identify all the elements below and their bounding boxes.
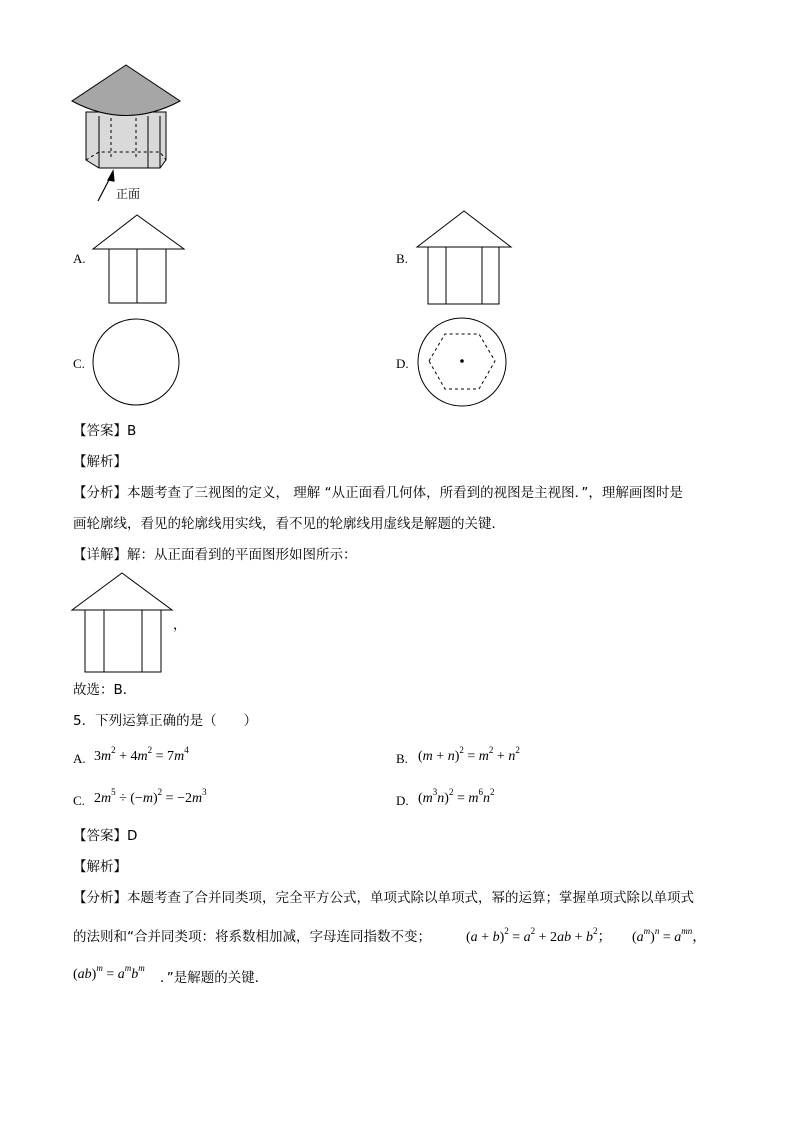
q5-fenxi-line3-end: ．”是解题的关键． xyxy=(160,970,269,986)
q4-detail: 【详解】解：从正面看到的平面图形如图所示： xyxy=(73,547,357,563)
q4-analysis-heading: 【解析】 xyxy=(73,454,127,470)
q5-stem: 5．下列运算正确的是（ ） xyxy=(73,713,258,729)
q5-option-a-label: A. xyxy=(73,751,86,766)
q4-option-d-label: D. xyxy=(396,356,409,371)
q5-answer: 【答案】D xyxy=(73,828,138,844)
q5-fenxi-line1: 【分析】本题考查了合并同类项，完全平方公式，单项式除以单项式，幂的运算；掌握单项式除以单项式 xyxy=(73,890,694,906)
q5-option-d-label: D. xyxy=(396,793,409,808)
q5-option-a-formula: $3m^2 + 4m^2 = 7m^4$ xyxy=(94,745,189,764)
q5-option-c-label: C. xyxy=(73,793,85,808)
q5-fenxi-formula-square: $(a + b)^2 = a^2 + 2ab + b^2$； xyxy=(466,926,612,945)
q4-answer: 【答案】B xyxy=(73,423,137,439)
q5-fenxi-formula-product: $(ab)^m = a^mb^m$ xyxy=(73,963,145,982)
q5-fenxi-formula-power: $(a^m)^n = a^{mn}$， xyxy=(632,926,707,945)
q5-option-b-label: B. xyxy=(396,751,408,766)
q4-fenxi-line1: 【分析】本题考查了三视图的定义， 理解 “从正面看几何体，所看到的视图是主视图．”，理解画图时是 xyxy=(73,485,683,501)
q5-option-b-formula: $(m + n)^2 = m^2 + n^2$ xyxy=(418,745,520,764)
front-label: 正面 xyxy=(116,187,141,201)
q4-option-c-label: C. xyxy=(73,356,85,371)
q4-conclusion: 故选：B． xyxy=(73,682,137,698)
q5-option-c-formula: $2m^5 \div (-m)^2 = -2m^3$ xyxy=(94,787,207,806)
q4-option-b-label: B. xyxy=(396,251,408,266)
q5-fenxi-line2: 的法则和“合并同类项：将系数相加减，字母连同指数不变； xyxy=(73,929,431,945)
q5-analysis-heading: 【解析】 xyxy=(73,859,127,875)
q5-option-d-formula: $(m^3n)^2 = m^6n^2$ xyxy=(418,787,495,806)
q4-option-a-label: A. xyxy=(73,251,86,266)
q4-fenxi-line2: 画轮廓线，看见的轮廓线用实线，看不见的轮廓线用虚线是解题的关键． xyxy=(73,516,505,532)
q4-figure-comma: ， xyxy=(173,617,187,633)
